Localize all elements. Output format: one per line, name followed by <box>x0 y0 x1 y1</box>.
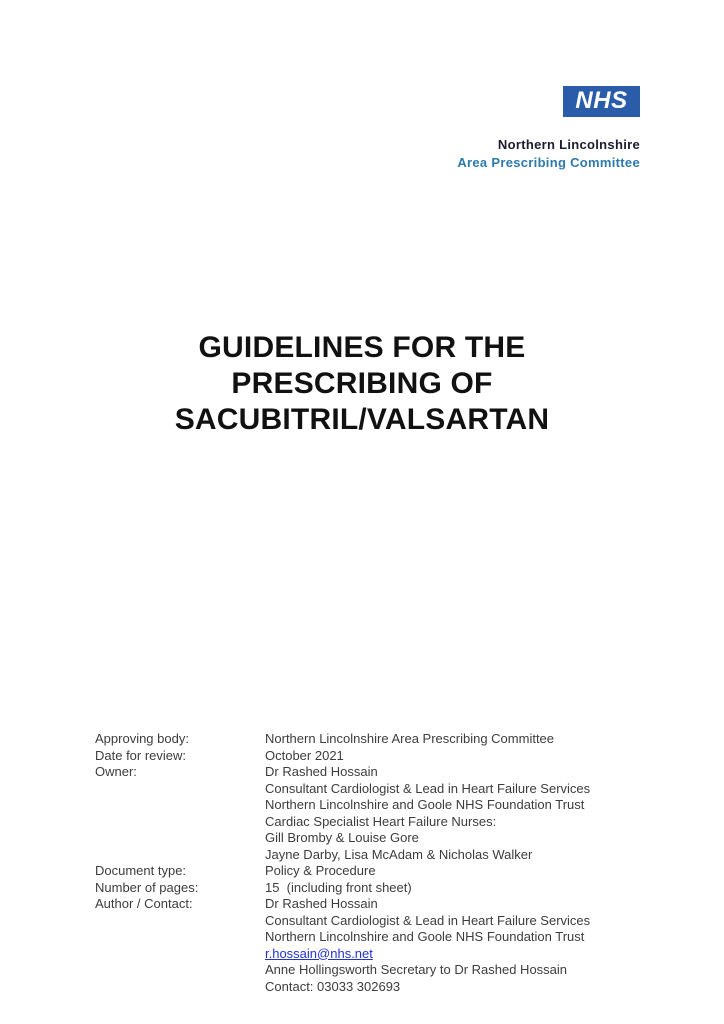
metadata-label <box>95 814 265 831</box>
metadata-label <box>95 946 265 963</box>
metadata-row-owner <box>95 764 635 781</box>
metadata-label <box>95 962 265 979</box>
metadata-value: Policy & Procedure <box>265 863 376 878</box>
metadata-value: 15 (including front sheet) <box>265 879 412 895</box>
metadata-label <box>95 830 265 847</box>
metadata-row-date-for-review <box>95 748 635 765</box>
metadata-row-email <box>95 946 635 963</box>
title-line-3: SACUBITRIL/VALSARTAN <box>174 403 550 436</box>
document-title <box>0 330 724 438</box>
nhs-logo-text: NHS <box>575 87 628 114</box>
metadata-table <box>95 731 635 995</box>
metadata-row <box>95 847 635 864</box>
org-name: Northern Lincolnshire <box>497 137 640 152</box>
nhs-logo <box>563 86 640 117</box>
metadata-value: Cardiac Specialist Heart Failure Nurses: <box>265 813 497 829</box>
metadata-row <box>95 781 635 798</box>
metadata-value: Northern Lincolnshire and Goole NHS Foundation Trust <box>265 929 585 944</box>
metadata-label <box>95 913 265 930</box>
metadata-label: Document type: <box>95 863 187 878</box>
metadata-value: Northern Lincolnshire and Goole NHS Foundation Trust <box>265 797 585 812</box>
metadata-value <box>265 946 635 963</box>
metadata-label: Approving body: <box>95 731 189 746</box>
metadata-value: Anne Hollingsworth Secretary to Dr Rashed Hossain <box>265 962 568 977</box>
metadata-value: Consultant Cardiologist & Lead in Heart Failure Services <box>265 780 591 796</box>
metadata-value: Dr Rashed Hossain <box>265 764 378 779</box>
metadata-row-approving-body <box>95 731 635 748</box>
committee-name: Area Prescribing Committee <box>457 155 640 170</box>
metadata-label <box>95 847 265 864</box>
metadata-value: Dr Rashed Hossain <box>265 896 378 911</box>
metadata-row <box>95 814 635 831</box>
metadata-label: Owner: <box>95 764 137 779</box>
metadata-row-number-of-pages <box>95 880 635 897</box>
metadata-row-document-type <box>95 863 635 880</box>
metadata-value: Gill Bromby & Louise Gore <box>265 830 419 845</box>
metadata-row <box>95 913 635 930</box>
metadata-label: Author / Contact: <box>95 896 193 911</box>
metadata-label <box>95 929 265 946</box>
metadata-label: Number of pages: <box>95 879 199 895</box>
metadata-value: October 2021 <box>265 747 344 763</box>
header <box>457 86 640 170</box>
metadata-row-phone <box>95 979 635 996</box>
metadata-label <box>95 797 265 814</box>
metadata-row <box>95 830 635 847</box>
metadata-row-author-contact <box>95 896 635 913</box>
metadata-label <box>95 979 265 996</box>
title-line-1: GUIDELINES FOR THE <box>198 331 526 364</box>
metadata-label <box>95 781 265 798</box>
metadata-value: Contact: 03033 302693 <box>265 978 401 994</box>
metadata-row <box>95 962 635 979</box>
metadata-row <box>95 797 635 814</box>
metadata-value: Northern Lincolnshire Area Prescribing Committee <box>265 731 555 746</box>
metadata-row <box>95 929 635 946</box>
email-link[interactable]: r.hossain@nhs.net <box>265 945 373 961</box>
title-line-2: PRESCRIBING OF <box>231 367 493 400</box>
metadata-value: Jayne Darby, Lisa McAdam & Nicholas Walker <box>265 846 533 862</box>
metadata-label: Date for review: <box>95 747 187 763</box>
metadata-value: Consultant Cardiologist & Lead in Heart Failure Services <box>265 912 591 928</box>
